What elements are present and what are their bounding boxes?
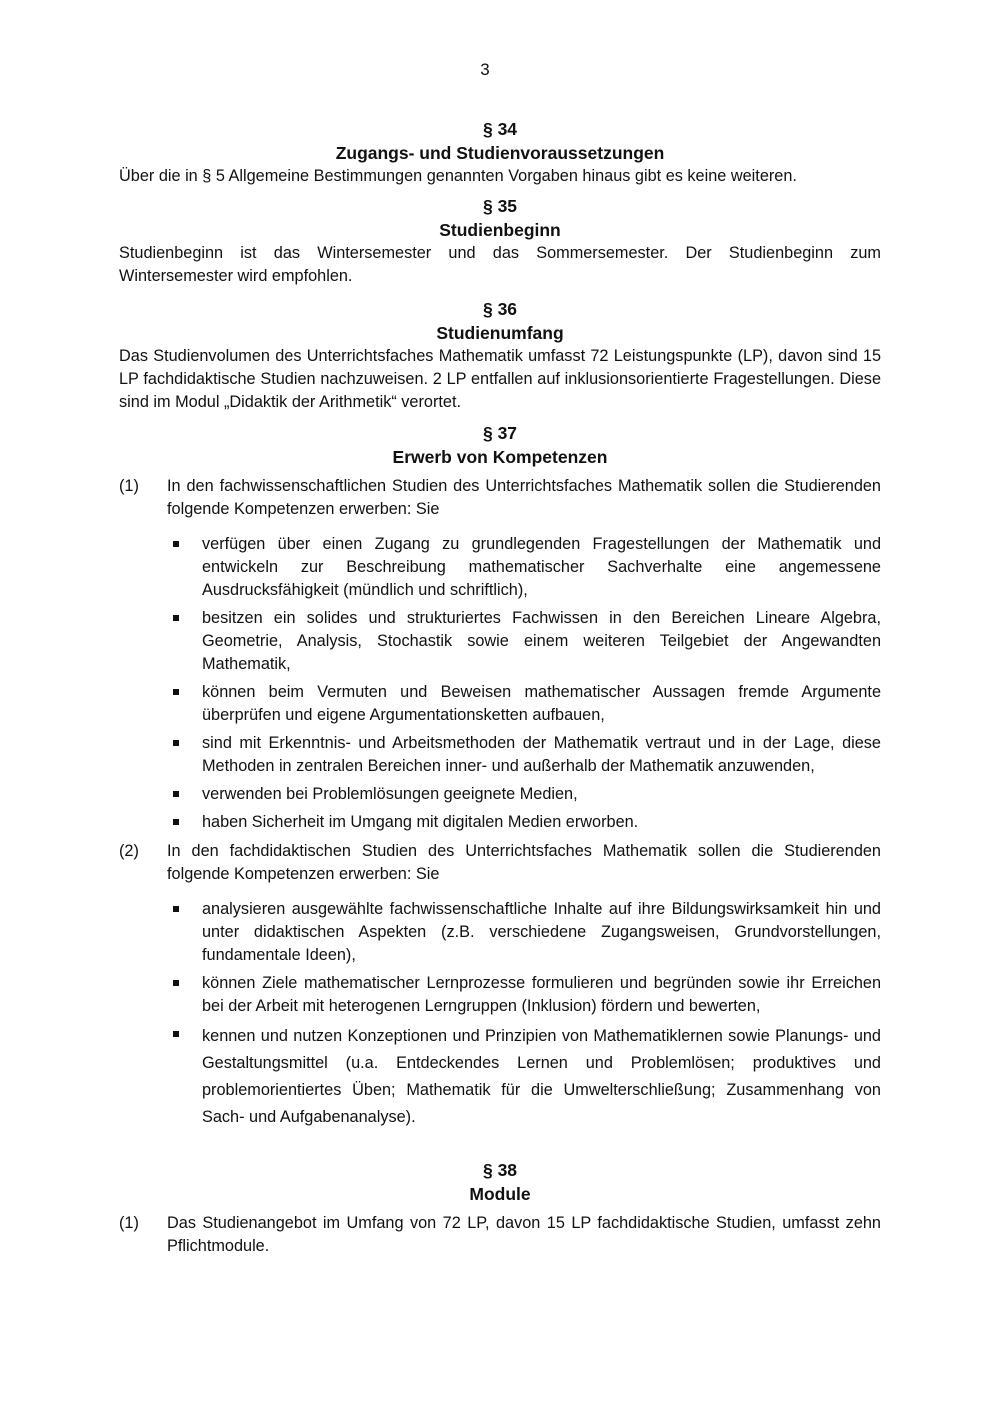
page-content (119, 117, 881, 1258)
competency-list (119, 533, 881, 834)
section-number: § 38 (482, 1160, 518, 1180)
section-title: Studienbeginn (439, 220, 561, 240)
section-38-heading (119, 1158, 881, 1206)
section-number: § 36 (482, 299, 518, 319)
numbered-paragraph (119, 1212, 881, 1258)
section-35-text: Studienbeginn ist das Wintersemester und das Sommersemester. Der Studienbeginn zum Wintersemester wird empfohlen. (119, 244, 881, 285)
section-title: Erwerb von Kompetenzen (392, 447, 608, 467)
section-title: Studienumfang (436, 323, 564, 343)
section-number: § 37 (482, 423, 518, 443)
section-35-heading (119, 194, 881, 242)
competency-list (119, 898, 881, 1131)
section-37-heading (119, 421, 881, 469)
list-item: verfügen über einen Zugang zu grundlegenden Fragestellungen der Mathematik und entwickeln zur Beschreibung mathematischer Sachverhalte eine angemessene Ausdrucksfähigkeit (mündlich und schriftlich), (202, 533, 881, 602)
paragraph-number: (2) (119, 842, 139, 860)
paragraph-text: Das Studienangebot im Umfang von 72 LP, davon 15 LP fachdidaktische Studien, umfasst zehn Pflichtmodule. (167, 1214, 881, 1255)
section-34-heading (119, 117, 881, 165)
paragraph-number: (1) (119, 477, 139, 495)
list-item: können Ziele mathematischer Lernprozesse formulieren und begründen sowie ihr Erreichen bei der Arbeit mit heterogenen Lerngruppen (Inklusion) fördern und bewerten, (202, 972, 881, 1018)
list-item: verwenden bei Problemlösungen geeignete Medien, (202, 783, 881, 806)
numbered-paragraph (119, 840, 881, 886)
list-item: können beim Vermuten und Beweisen mathematischer Aussagen fremde Argumente überprüfen und eigene Argumentationsketten aufbauen, (202, 681, 881, 727)
page-number: 3 (480, 60, 490, 79)
numbered-paragraph (119, 475, 881, 521)
list-item: analysieren ausgewählte fachwissenschaftliche Inhalte auf ihre Bildungswirksamkeit hin und unter didaktischen Aspekten (z.B. verschiedene Zugangsweisen, Grundvorstellungen, fundamentale Ideen), (202, 898, 881, 967)
paragraph-text: In den fachwissenschaftlichen Studien des Unterrichtsfaches Mathematik sollen die Studierenden folgende Kompetenzen erwerben: Sie (167, 477, 881, 518)
list-item: haben Sicherheit im Umgang mit digitalen Medien erworben. (202, 811, 881, 834)
list-item: sind mit Erkenntnis- und Arbeitsmethoden der Mathematik vertraut und in der Lage, diese Methoden in zentralen Bereichen inner- und außerhalb der Mathematik anzuwenden, (202, 732, 881, 778)
paragraph-number: (1) (119, 1214, 139, 1232)
section-title: Zugangs- und Studienvoraussetzungen (335, 143, 665, 163)
section-title: Module (469, 1184, 531, 1204)
list-item: kennen und nutzen Konzeptionen und Prinzipien von Mathematiklernen sowie Planungs- und Gestaltungsmittel (u.a. Entdeckendes Lernen und Problemlösen; produktives und problemorientiertes Üben; Mathematik für die Umwelterschließung; Zusammenhang von Sach- und Aufgabenanalyse). (202, 1023, 881, 1131)
section-36-text: Das Studienvolumen des Unterrichtsfaches Mathematik umfasst 72 Leistungspunkte (LP), davon sind 15 LP fachdidaktische Studien nachzuweisen. 2 LP entfallen auf inklusionsorientierte Fragestellungen. Diese sind im Modul „Didaktik der Arithmetik“ verortet. (119, 347, 881, 411)
section-number: § 34 (482, 119, 518, 139)
section-34-text: Über die in § 5 Allgemeine Bestimmungen genannten Vorgaben hinaus gibt es keine weiteren. (119, 167, 797, 185)
section-number: § 35 (482, 196, 518, 216)
list-item: besitzen ein solides und strukturiertes Fachwissen in den Bereichen Lineare Algebra, Geometrie, Analysis, Stochastik sowie einem weiteren Teilgebiet der Angewandten Mathematik, (202, 607, 881, 676)
paragraph-text: In den fachdidaktischen Studien des Unterrichtsfaches Mathematik sollen die Studierenden folgende Kompetenzen erwerben: Sie (167, 842, 881, 883)
section-36-heading (119, 297, 881, 345)
